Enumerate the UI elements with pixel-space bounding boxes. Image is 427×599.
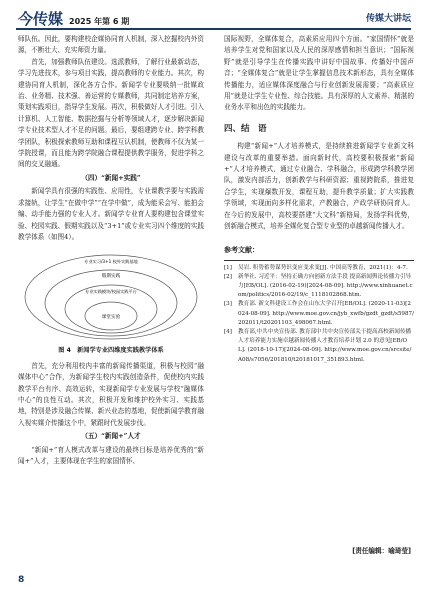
references-title: 参考文献： [224,245,259,254]
right-para-1: 国际视野，全媒体复合，高素质应用四个方面。“家国情怀”就是培养学生对党和国家以及人民的深厚感情和担当意识；“国际视野”就是引导学生在传播实践中讲好中国故事、传播好中国声音；“全媒体复合”就是让学生掌握信息技术新形态，具有全媒体传播能力，适应媒体深度融合与行业创新发展需要；“高素质应用”就是让学生专业性、综合技能。具有深厚的人文素养、精湛的业务水平和出色的实践能力。 [224,35,414,112]
subsection-heading-4: （四）“新闻+实践” [81,173,141,182]
figure-caption: 图 4 新闻学专业四维度实践教学体系 [58,347,164,355]
left-para-5: “新闻+”育人模式改革与建设的最终目标是培养优秀的“新闻+”人才，主要体现在学生的家国情怀、 [18,445,204,465]
reference-text: 教育部,中共中央宣传部. 教育部中共中央宣传部关于提高高校新闻传播人才培养能力实施卓越新闻传播人才教育培养计划 2.0 的意见[EB/OL]. (2018-10-17)[2024-08-09]. http://www.moe.gov.cn/srcsite/A08/s7056/201810/t20181017_351893.html. [238,329,412,363]
reference-number: [2] [224,273,232,280]
references-rule [224,260,414,261]
subsection-heading-5: （五）“新闻+”人才 [81,432,141,441]
practice-system-figure [18,245,204,341]
reference-item [224,300,414,328]
left-column [18,34,204,467]
left-para-2: 首先，加强教师队伍建设。选派教师，了解行业最新动态，学习先进技术，参与项目实践，提高教师的专业能力。其次，构建协同育人机制，深化各方合作。新闻学专业要吸纳一批媒政治、业务精、技术强、善运营的专媒教师，共同制定培养方案，策划实践项目，指导学生发展。再次，积极做好人才引进。引入计算机、人工智能、数据挖掘与分析等领域人才，逐步解决新闻学专业技术型人才不足的问题。最后，要组建跨专业、跨学科教学团队，积极探索教师互助和课程互认机制，使教师不仅为某一学院授课，而且能为跨学院融合课程提供教学服务，促进学科之间的交叉融通。 [18,57,204,169]
journal-issue: 2025 年第 6 期 [69,17,130,26]
right-column [224,34,414,365]
reference-number: [3] [224,301,232,308]
ring-inner-label: 课堂实验 [101,315,121,321]
reference-number: [4] [224,329,232,336]
left-para-4: 首先，充分利用校内丰富的新闻传播渠道，积极与校园“融媒体中心”合作，为新闻学生校内实践创造条件，促使校内实践教学平台有序、高效运转，实现新闻学专业发展与学校“融媒体中心”的良性互动。其次，积极开发和维护校外实习、实践基地，特别是涉及融合传媒、新兴业态的基地，促使新闻学教育融入视实媒介传播这个中，紧跟时代发展步伐。 [18,361,204,427]
ring-third-label: 假期实践 [101,274,121,280]
right-para-2: 构建“新闻+”人才培养模式，是持续推进新闻学专业新文科建设与改革的重要举措。面向新时代，高校要积极探索“新闻+”人才培养模式，通过专业融合、学科融合，形成跨学科教学团队，激发内部活力，创新教学与科研资源；重视跨院系，推进复合学生，实现爆数开发，课程互助，提升教学质量；扩大实践教学领域，实现面向多样化需求，产教融合，产政学研协同育人。在今后的发展中，高校要搭建“大文科”新格局，发扬学科优势，创新融合模式，培养全媒化复合型专业型的卓越新闻传播人才。 [224,142,414,231]
page-number: 8 [18,575,25,585]
left-para-1: 师队伍。因此，要构建校企媒协同育人机制，深入挖掘校内外资源，不断壮大、充实师资力量。 [18,35,204,55]
left-para-3: 新闻学具有很强的实践性、应用性，专业课教学要与实践需求接轨，让学生“在做中学”“在学中做”，成为能采会写、能拍会编、动手能力强的专业人才。新闻学专业育人要构建包含课堂实验、校园实践、假期实践以及“3+1”或专业实习四个维度的实践教学体系（如图4）。 [18,187,204,241]
header-rule [16,28,411,30]
responsible-editor: [责任编辑：喻琦莹] [352,547,411,555]
reference-text: 教育部. 新文科建设工作会在山东大学召开[EB/OL]. (2020-11-03)[2024-08-09]. http://www.moe.gov.cn/jyb_xwfb/gzdt_gzdt/s5987/202011/t20201103_498067.html. [238,301,414,326]
reference-text: 吴岩. 积势蓄势谋势识变应变求变[J]. 中国高等教育，2021(1)：4-7. [238,264,408,271]
ring-outer-label: 专业实习/3+1 校外实践基地 [84,259,138,265]
references-list [224,264,414,365]
reference-item [224,264,414,273]
journal-brand: 今传媒 [18,10,64,28]
journal-title [18,8,129,29]
reference-number: [1] [224,264,232,271]
reference-text: 新华社. 习近平：坚持正确方向创新方法手段 提高新闻舆论传播力引导力[EB/OL]. (2016-02-19)[2024-08-09]. http://www.xinhuanet.com/politics/2016-02/19/c_1118102868.htm. [238,273,413,299]
section-heading-conclusion: 四、结 语 [224,123,267,134]
reference-item [224,328,414,365]
reference-item [224,273,414,301]
section-name: 传媒大讲坛 [365,14,411,24]
ring-second-label: 专业实践模块/校园实践平台 [85,289,137,295]
concentric-ellipses-diagram [18,245,204,341]
